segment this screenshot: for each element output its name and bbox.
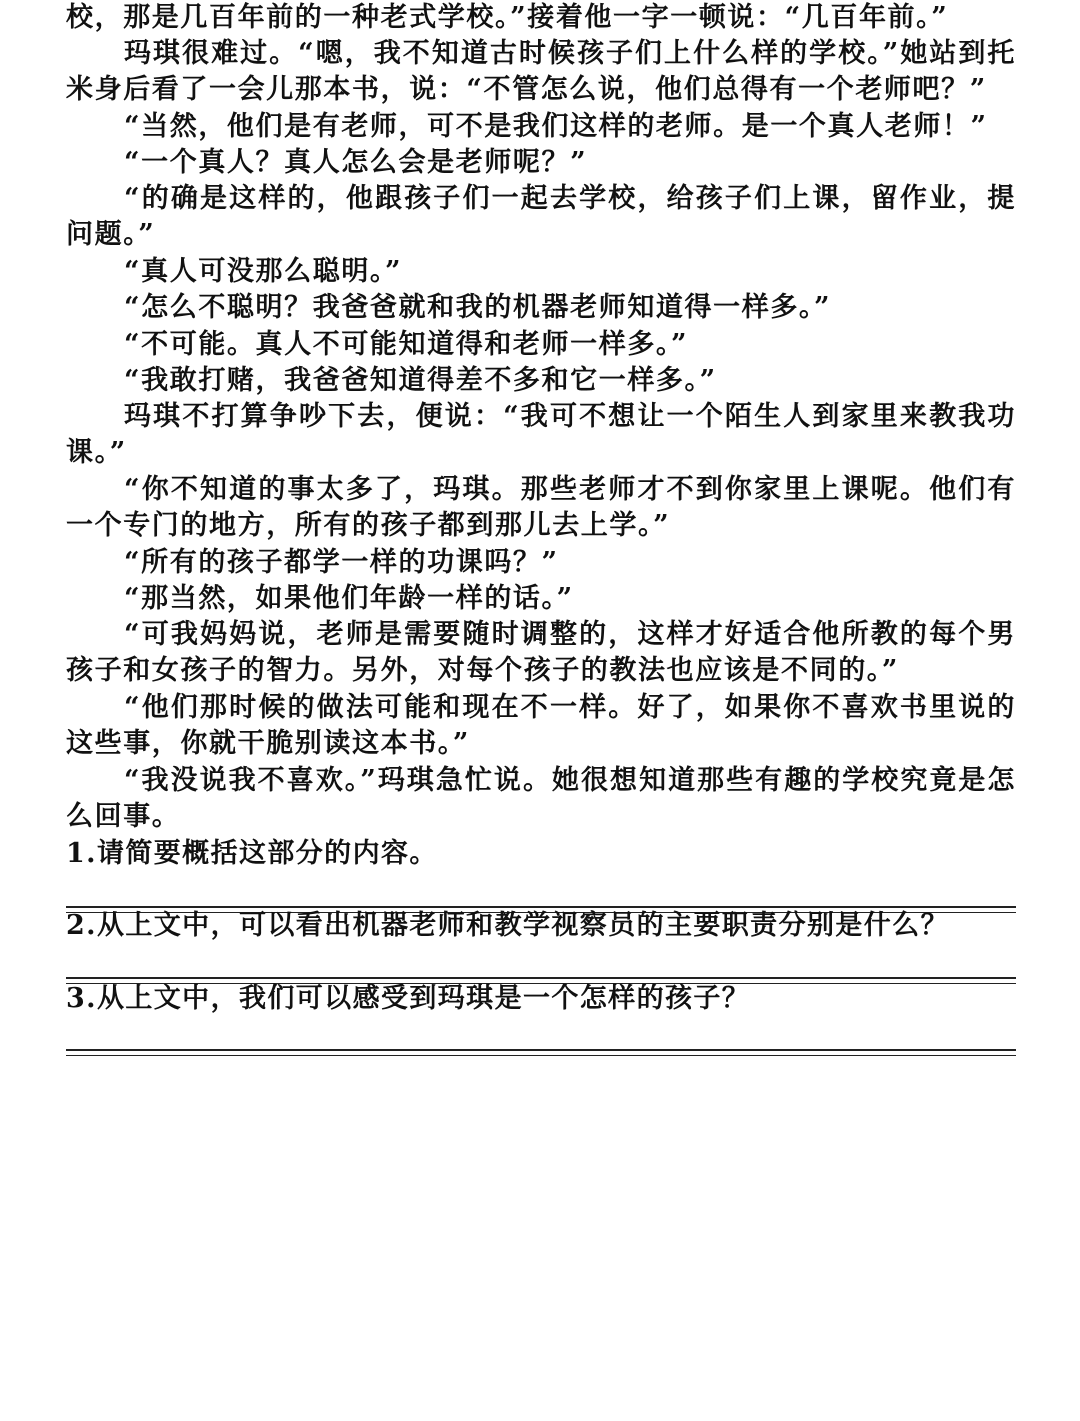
- passage-paragraph: “所有的孩子都学一样的功课吗？”: [124, 547, 559, 578]
- passage-paragraph: 玛琪不打算争吵下去，便说：“我可不想让一个陌生人到家里来教我功课。”: [66, 401, 1016, 469]
- passage-paragraph: “真人可没那么聪明。”: [124, 256, 403, 287]
- passage-paragraph: “他们那时候的做法可能和现在不一样。好了，如果你不喜欢书里说的这些事，你就干脆别读这本书。”: [66, 692, 1016, 760]
- question-3: 3.从上文中，我们可以感受到玛琪是一个怎样的孩子？: [66, 983, 751, 1014]
- passage-paragraph: “可我妈妈说，老师是需要随时调整的，这样才好适合他所教的每个男孩子和女孩子的智力。另外，对每个孩子的教法也应该是不同的。”: [66, 619, 1016, 687]
- passage-paragraph: “我敢打赌，我爸爸知道得差不多和它一样多。”: [124, 365, 717, 396]
- worksheet-page: [66, 0, 1016, 1421]
- passage-paragraph: “你不知道的事太多了，玛琪。那些老师才不到你家里上课呢。他们有一个专门的地方，所有的孩子都到那儿去上学。”: [66, 474, 1016, 542]
- passage-paragraph: “一个真人？真人怎么会是老师呢？”: [124, 147, 588, 178]
- passage-paragraph: “那当然，如果他们年龄一样的话。”: [124, 583, 574, 614]
- passage-paragraph: “不可能。真人不可能知道得和老师一样多。”: [124, 329, 689, 360]
- passage-paragraph: “当然，他们是有老师，可不是我们这样的老师。是一个真人老师！”: [124, 111, 988, 142]
- answer-line-3[interactable]: [66, 1049, 1016, 1056]
- passage-paragraph: “怎么不聪明？我爸爸就和我的机器老师知道得一样多。”: [124, 292, 832, 323]
- passage-paragraph: “我没说我不喜欢。”玛琪急忙说。她很想知道那些有趣的学校究竟是怎么回事。: [66, 765, 1016, 833]
- passage-paragraph: 玛琪很难过。“嗯，我不知道古时候孩子们上什么样的学校。”她站到托米身后看了一会儿那本书，说：“不管怎么说，他们总得有一个老师吧？”: [66, 38, 1016, 106]
- question-1: 1.请简要概括这部分的内容。: [66, 838, 438, 869]
- passage-paragraph: “的确是这样的，他跟孩子们一起去学校，给孩子们上课，留作业，提问题。”: [66, 183, 1016, 251]
- question-2: 2.从上文中，可以看出机器老师和教学视察员的主要职责分别是什么？: [66, 910, 949, 941]
- passage-paragraph: 校，那是几百年前的一种老式学校。”接着他一字一顿说：“几百年前。”: [66, 2, 949, 33]
